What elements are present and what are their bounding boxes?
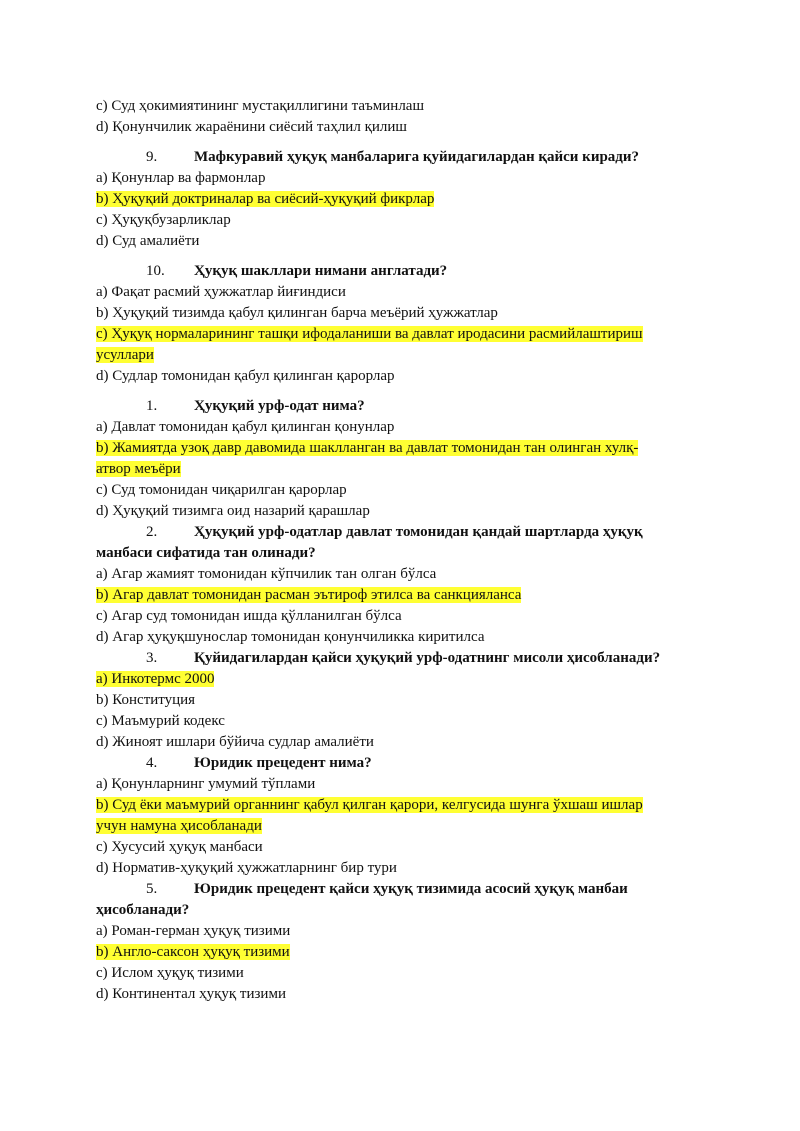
answer-option-correct: [96, 438, 696, 459]
option-text: d) Жиноят ишлари бўйича судлар амалиёти: [96, 734, 374, 750]
answer-option: [96, 480, 696, 501]
answer-option: [96, 774, 696, 795]
answer-option: [96, 690, 696, 711]
question-text: Юридик прецедент нима?: [194, 755, 372, 771]
answer-option-correct: [96, 189, 696, 210]
answer-option-correct: [96, 324, 696, 345]
question-text-continued: ҳисобланади?: [96, 902, 190, 918]
answer-option: [96, 984, 696, 1005]
answer-option: [96, 282, 696, 303]
option-text: c) Агар суд томонидан ишда қўлланилган бўлса: [96, 608, 402, 624]
option-text: d) Агар ҳуқуқшунослар томонидан қонунчиликка киритилса: [96, 629, 485, 645]
answer-option-correct: [96, 669, 696, 690]
question-heading: [96, 879, 696, 900]
option-text: a) Қонунларнинг умумий тўплами: [96, 776, 316, 792]
question-text: Ҳуқуқ шакллари нимани англатади?: [194, 263, 448, 279]
option-text: b) Конституция: [96, 692, 196, 708]
option-text: b) Ҳуқуқий доктриналар ва сиёсий-ҳуқуқий фикрлар: [96, 191, 435, 207]
answer-option-correct: [96, 795, 696, 816]
document-page: [96, 96, 696, 1005]
answer-option: [96, 501, 696, 522]
answer-option: [96, 921, 696, 942]
answer-option: [96, 231, 696, 252]
option-text: c) Хусусий ҳуқуқ манбаси: [96, 839, 263, 855]
option-text: b) Агар давлат томонидан расман эътироф этилса ва санкцияланса: [96, 587, 522, 603]
option-text: c) Маъмурий кодекс: [96, 713, 225, 729]
question-number: 5.: [146, 881, 158, 897]
answer-option: [96, 606, 696, 627]
question-number: 9.: [146, 149, 158, 165]
option-text: d) Ҳуқуқий тизимга оид назарий қарашлар: [96, 503, 370, 519]
answer-option: [96, 303, 696, 324]
answer-option-correct: [96, 942, 696, 963]
answer-option-correct-continued: [96, 816, 696, 837]
question-heading-continued: [96, 900, 696, 921]
option-text: a) Агар жамият томонидан кўпчилик тан олган бўлса: [96, 566, 437, 582]
option-text-continued: атвор меъёри: [96, 461, 181, 477]
question-number: 3.: [146, 650, 158, 666]
question-heading: [96, 753, 696, 774]
question-heading: [96, 648, 696, 669]
question-heading: [96, 522, 696, 543]
question-text: Қуйидагилардан қайси ҳуқуқий урф-одатнинг мисоли ҳисобланади?: [194, 650, 661, 666]
option-text: b) Суд ёки маъмурий органнинг қабул қилган қарори, келгусида шунга ўхшаш ишлар: [96, 797, 643, 813]
question-number: 2.: [146, 524, 158, 540]
answer-option: [96, 168, 696, 189]
question-number: 4.: [146, 755, 158, 771]
answer-option: [96, 858, 696, 879]
option-text: b) Ҳуқуқий тизимда қабул қилинган барча меъёрий ҳужжатлар: [96, 305, 498, 321]
option-text-continued: учун намуна ҳисобланади: [96, 818, 262, 834]
question-heading: [96, 261, 696, 282]
question-text-continued: манбаси сифатида тан олинади?: [96, 545, 316, 561]
question-text: Ҳуқуқий урф-одат нима?: [194, 398, 365, 414]
answer-option: [96, 732, 696, 753]
answer-option: [96, 627, 696, 648]
option-text: a) Фақат расмий ҳужжатлар йиғиндиси: [96, 284, 346, 300]
answer-option: [96, 366, 696, 387]
option-text: b) Англо-саксон ҳуқуқ тизими: [96, 944, 290, 960]
answer-option: [96, 117, 696, 138]
option-text: a) Инкотермс 2000: [96, 671, 215, 687]
answer-option: [96, 417, 696, 438]
option-text: d) Суд амалиёти: [96, 233, 200, 249]
question-text: Ҳуқуқий урф-одатлар давлат томонидан қандай шартларда ҳуқуқ: [194, 524, 643, 540]
question-number: 10.: [146, 263, 165, 279]
question-text: Юридик прецедент қайси ҳуқуқ тизимида асосий ҳуқуқ манбаи: [194, 881, 628, 897]
answer-option-correct-continued: [96, 345, 696, 366]
option-text: c) Ҳуқуқбузарликлар: [96, 212, 231, 228]
answer-option-correct: [96, 585, 696, 606]
answer-option: [96, 96, 696, 117]
option-text: c) Ислом ҳуқуқ тизими: [96, 965, 244, 981]
option-text: a) Роман-герман ҳуқуқ тизими: [96, 923, 291, 939]
answer-option: [96, 711, 696, 732]
answer-option: [96, 210, 696, 231]
option-text: c) Суд томонидан чиқарилган қарорлар: [96, 482, 347, 498]
question-text: Мафкуравий ҳуқуқ манбаларига қуйидагилардан қайси киради?: [194, 149, 640, 165]
option-text: b) Жамиятда узоқ давр давомида шаклланган ва давлат томонидан тан олинган хулқ-: [96, 440, 639, 456]
option-text: a) Қонунлар ва фармонлар: [96, 170, 266, 186]
question-heading: [96, 147, 696, 168]
answer-option: [96, 963, 696, 984]
question-number: 1.: [146, 398, 158, 414]
option-text: c) Суд ҳокимиятининг мустақиллигини таъминлаш: [96, 98, 425, 114]
option-text: d) Континентал ҳуқуқ тизими: [96, 986, 286, 1002]
answer-option-correct-continued: [96, 459, 696, 480]
option-text: d) Норматив-ҳуқуқий ҳужжатларнинг бир тури: [96, 860, 397, 876]
option-text-continued: усуллари: [96, 347, 154, 363]
option-text: a) Давлат томонидан қабул қилинган қонунлар: [96, 419, 395, 435]
option-text: c) Ҳуқуқ нормаларининг ташқи ифодаланиши ва давлат иродасини расмийлаштириш: [96, 326, 643, 342]
question-heading: [96, 396, 696, 417]
question-heading-continued: [96, 543, 696, 564]
answer-option: [96, 564, 696, 585]
answer-option: [96, 837, 696, 858]
option-text: d) Қонунчилик жараёнини сиёсий таҳлил қилиш: [96, 119, 407, 135]
option-text: d) Судлар томонидан қабул қилинган қарорлар: [96, 368, 395, 384]
